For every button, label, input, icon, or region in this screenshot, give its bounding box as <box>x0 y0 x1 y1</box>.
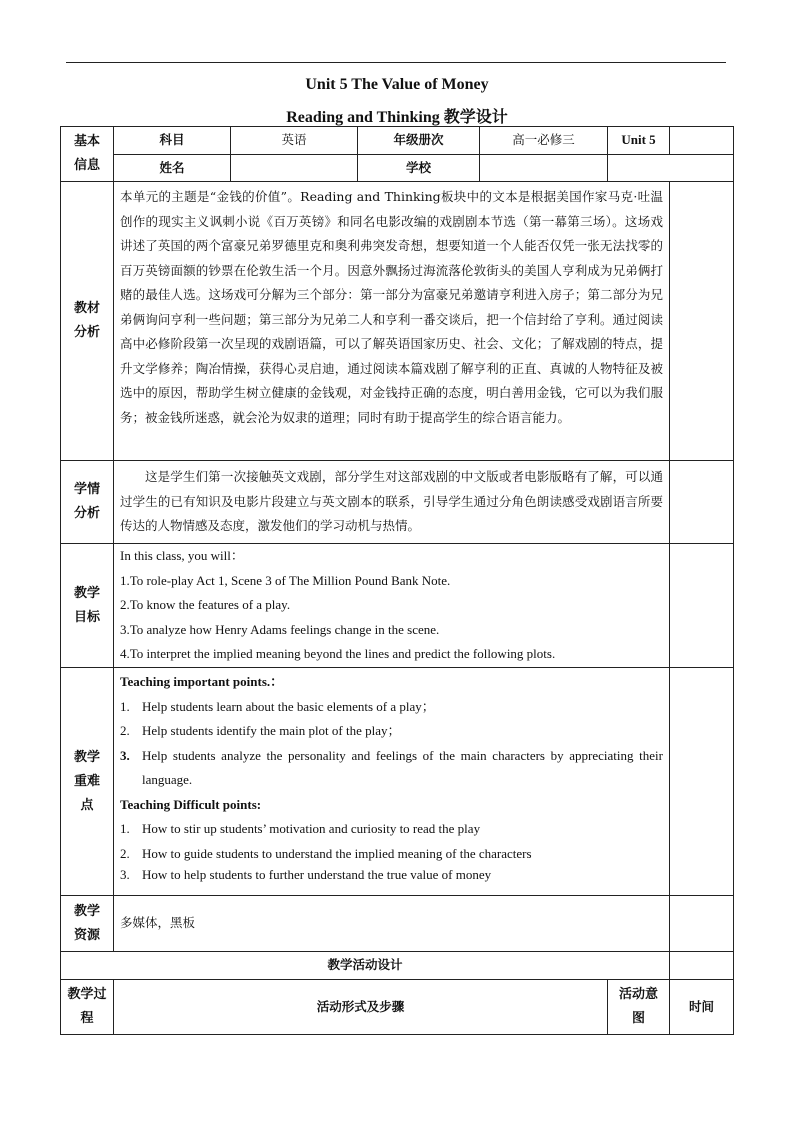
col-time-header: 时间 <box>670 980 734 1035</box>
activity-header-row <box>61 980 734 1035</box>
header-rule <box>66 62 726 63</box>
material-analysis-side <box>670 182 734 461</box>
material-analysis-content: 本单元的主题是“金钱的价值”。Reading and Thinking板块中的文本是根据美国作家马克·吐温创作的现实主义讽刺小说《百万英镑》和同名电影改编的戏剧剧本节选（第一幕第三场）。这场戏讲述了英国的两个富豪兄弟罗德里克和奥利弗突发奇想，想要知道一个人能否仅凭一张无法找零的百万英镑面额的钞票在伦敦生活一个月。因意外飘扬过海流落伦敦街头的美国人亨利成为兄弟俩打赌的最佳人选。这场戏可分解为三个部分：第一部分为富豪兄弟邀请亨利进入房子；第二部分为兄弟俩询问亨利一些问题；第三部分为兄弟二人和亨利一番交谈后，把一个信封给了亨利。通过阅读高中必修阶段第一次呈现的戏剧语篇，可以了解英语国家历史、社会、文化；了解戏剧的特点，提升文学修养；陶冶情操，获得心灵启迪，通过阅读本篇戏剧了解亨利的正直、真诚的人物特征及被选中的原因，帮助学生树立健康的金钱观，对金钱持正确的态度，明白善用金钱，它可以为我们服务；被金钱所迷惑，就会沦为奴隶的道理；同时有助于提高学生的综合语言能力。 <box>114 182 670 461</box>
grade-label: 年级册次 <box>358 127 480 155</box>
col-steps-header: 活动形式及步骤 <box>114 980 608 1035</box>
learner-analysis-content: 这是学生们第一次接触英文戏剧，部分学生对这部戏剧的中文版或者电影版略有了解，可以通过学生的已有知识及电影片段建立与英文剧本的联系，引导学生通过分角色朗读感受戏剧语言所要传达的人物情感及态度，激发他们的学习动机与热情。 <box>114 461 670 544</box>
difficult-point: 2. How to guide students to understand the implied meaning of the characters <box>120 845 532 861</box>
important-point: 3. Help students analyze the personality and feelings of the main characters by appreciating their language. <box>120 747 663 787</box>
objective-item: 2.To know the features of a play. <box>120 597 291 612</box>
col-process-header: 教学过 程 <box>61 980 114 1035</box>
material-analysis-row <box>61 182 734 461</box>
important-points-heading: Teaching important points.： <box>120 674 284 689</box>
objectives-content <box>114 544 670 668</box>
subject-label: 科目 <box>114 127 231 155</box>
learner-analysis-row <box>61 461 734 544</box>
activity-design-title: 教学活动设计 <box>61 952 670 980</box>
objective-item: 4.To interpret the implied meaning beyond the lines and predict the following plots. <box>120 646 556 661</box>
objective-item: 3.To analyze how Henry Adams feelings change in the scene. <box>120 621 440 637</box>
learner-analysis-side <box>670 461 734 544</box>
important-point: 1. Help students learn about the basic elements of a play； <box>120 698 435 714</box>
school-blank-cell <box>608 155 734 182</box>
resources-label: 教学 资源 <box>61 896 114 952</box>
objectives-intro: In this class, you will： <box>120 548 244 563</box>
school-label: 学校 <box>358 155 480 182</box>
key-points-label: 教学 重难 点 <box>61 668 114 896</box>
basic-info-label: 基本 信息 <box>61 127 114 182</box>
grade-value: 高一必修三 <box>480 127 608 155</box>
objectives-label: 教学 目标 <box>61 544 114 668</box>
key-points-row <box>61 668 734 896</box>
basic-info-row-1 <box>61 127 734 155</box>
important-point: 2. Help students identify the main plot of the play； <box>120 723 401 738</box>
unit-value: Unit 5 <box>608 127 670 155</box>
school-value <box>480 155 608 182</box>
resources-content: 多媒体，黑板 <box>114 896 670 952</box>
objectives-side <box>670 544 734 668</box>
activity-design-title-row <box>61 952 734 980</box>
key-points-side <box>670 668 734 896</box>
resources-side <box>670 896 734 952</box>
key-points-content <box>114 668 670 896</box>
learner-analysis-label: 学情 分析 <box>61 461 114 544</box>
activity-design-side <box>670 952 734 980</box>
basic-info-row-2 <box>61 155 734 182</box>
lesson-plan-table <box>60 126 734 1035</box>
unit-blank-cell <box>670 127 734 155</box>
material-analysis-label: 教材 分析 <box>61 182 114 461</box>
resources-row <box>61 896 734 952</box>
objectives-row <box>61 544 734 668</box>
name-value <box>231 155 358 182</box>
page-subtitle: Reading and Thinking 教学设计 <box>286 109 508 126</box>
difficult-point: 1. How to stir up students’ motivation and curiosity to read the play <box>120 821 481 836</box>
objective-item: 1.To role-play Act 1, Scene 3 of The Million Pound Bank Note. <box>120 572 451 588</box>
difficult-points-heading: Teaching Difficult points: <box>120 796 262 812</box>
page-title: Unit 5 The Value of Money <box>305 76 489 93</box>
col-intent-header: 活动意 图 <box>608 980 670 1035</box>
subject-value: 英语 <box>231 127 358 155</box>
name-label: 姓名 <box>114 155 231 182</box>
difficult-point: 3. How to help students to further understand the true value of money <box>120 867 492 882</box>
